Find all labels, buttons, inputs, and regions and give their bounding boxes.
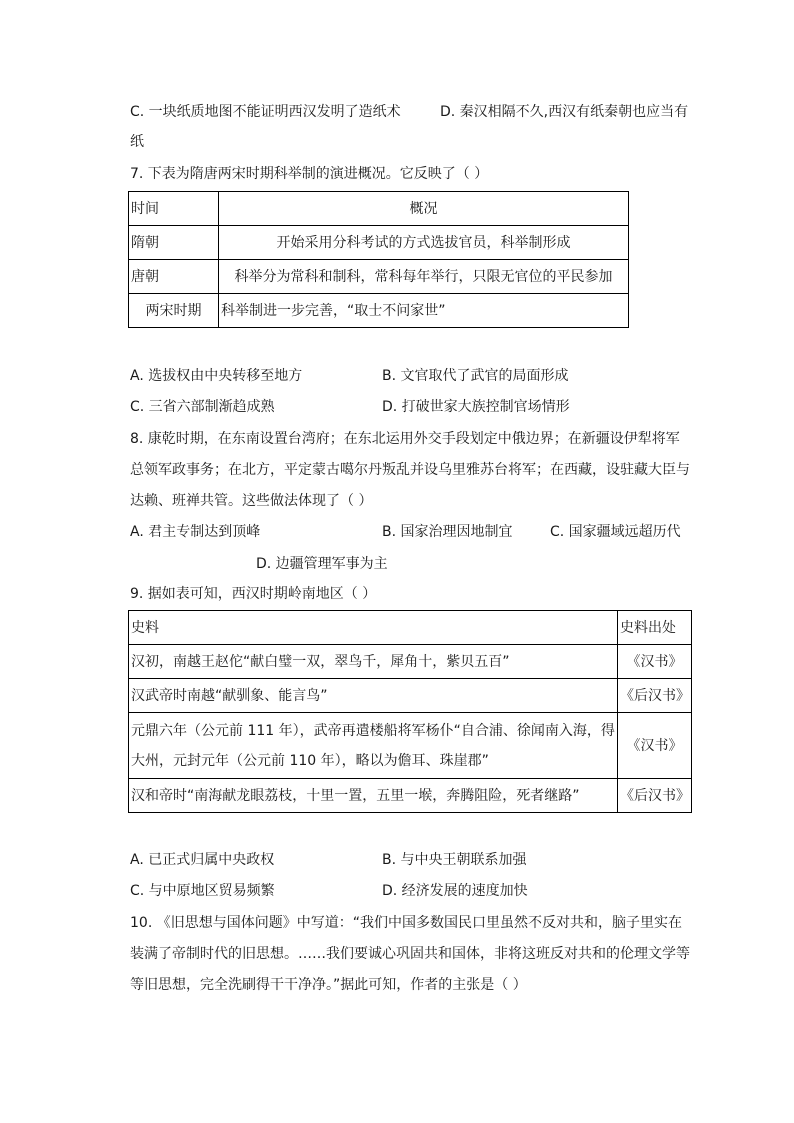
q8-stem-line-3: 达赖、班禅共管。这些做法体现了（ ） [130,493,373,509]
table-row [129,713,692,779]
cell-overview: 科举分为常科和制科，常科每年举行，只限无官位的平民参加 [219,260,629,294]
cell-source: 《后汉书》 [618,679,692,713]
table-header-row [129,611,692,645]
cell-source: 《汉书》 [618,645,692,679]
q8-option-a: A. 君主专制达到顶峰 [130,524,261,540]
option-d-continued: 纸 [130,134,144,150]
header-overview: 概况 [219,192,629,226]
table-row [129,260,629,294]
cell-period: 两宋时期 [129,294,219,328]
cell-material: 汉初，南越王赵佗“献白璧一双，翠鸟千，犀角十，紫贝五百” [129,645,618,679]
table-row [129,679,692,713]
q7-stem: 7. 下表为隋唐两宋时期科举制的演进概况。它反映了（ ） [130,166,489,182]
q8-stem-line-1: 8. 康乾时期，在东南设置台湾府；在东北运用外交手段划定中俄边界；在新疆设伊犁将军 [130,431,680,447]
q9-stem: 9. 据如表可知，西汉时期岭南地区（ ） [130,586,377,602]
cell-material [129,713,618,779]
q9-table [128,610,692,813]
table-header-row [129,192,629,226]
option-c: C. 一块纸质地图不能证明西汉发明了造纸术 [130,104,401,120]
cell-source: 《汉书》 [618,713,692,779]
cell-material: 汉和帝时“南海献龙眼荔枝，十里一置，五里一堠，奔腾阻险，死者继路” [129,779,618,813]
cell-source: 《后汉书》 [618,779,692,813]
header-time: 时间 [129,192,219,226]
q7-option-a: A. 选拔权由中央转移至地方 [130,368,303,384]
q7-option-b: B. 文官取代了武官的局面形成 [382,368,569,384]
q7-table [128,191,629,328]
cell-period: 唐朝 [129,260,219,294]
header-material: 史料 [129,611,618,645]
q7-option-d: D. 打破世家大族控制官场情形 [382,399,570,415]
q9-option-c: C. 与中原地区贸易频繁 [130,883,275,899]
table-row [129,779,692,813]
option-d: D. 秦汉相隔不久,西汉有纸秦朝也应当有 [440,104,689,120]
cell-overview: 科举制进一步完善，“取士不问家世” [219,294,629,328]
q9-option-b: B. 与中央王朝联系加强 [382,852,527,868]
q9-option-d: D. 经济发展的速度加快 [382,883,528,899]
q7-option-c: C. 三省六部制渐趋成熟 [130,399,275,415]
q10-stem-line-3: 等旧思想，完全洗刷得干干净净。”据此可知，作者的主张是（ ） [130,977,527,993]
q8-stem-line-2: 总领军政事务；在北方，平定蒙古噶尔丹叛乱并设乌里雅苏台将军；在西藏，设驻藏大臣与 [130,462,690,478]
cell-material: 汉武帝时南越“献驯象、能言鸟” [129,679,618,713]
q9-option-a: A. 已正式归属中央政权 [130,852,275,868]
q8-option-c: C. 国家疆域远超历代 [550,524,681,540]
q8-option-b: B. 国家治理因地制宜 [382,524,513,540]
cell-material-line-2: 大州，元封元年（公元前 110 年），略以为儋耳、珠崖郡” [131,752,489,769]
table-row [129,226,629,260]
q10-stem-line-1: 10. 《旧思想与国体问题》中写道：“我们中国多数国民口里虽然不反对共和，脑子里实在 [130,915,682,931]
cell-material-line-1: 元鼎六年（公元前 111 年），武帝再遣楼船将军杨仆“自合浦、徐闻南入海，得 [131,722,615,739]
table-row [129,645,692,679]
q10-stem-line-2: 装满了帝制时代的旧思想。……我们要诚心巩固共和国体，非将这班反对共和的伦理文学等 [130,946,690,962]
cell-overview: 开始采用分科考试的方式选拔官员，科举制形成 [219,226,629,260]
table-row [129,294,629,328]
header-source: 史料出处 [618,611,692,645]
q8-option-d: D. 边疆管理军事为主 [256,556,388,572]
cell-period: 隋朝 [129,226,219,260]
